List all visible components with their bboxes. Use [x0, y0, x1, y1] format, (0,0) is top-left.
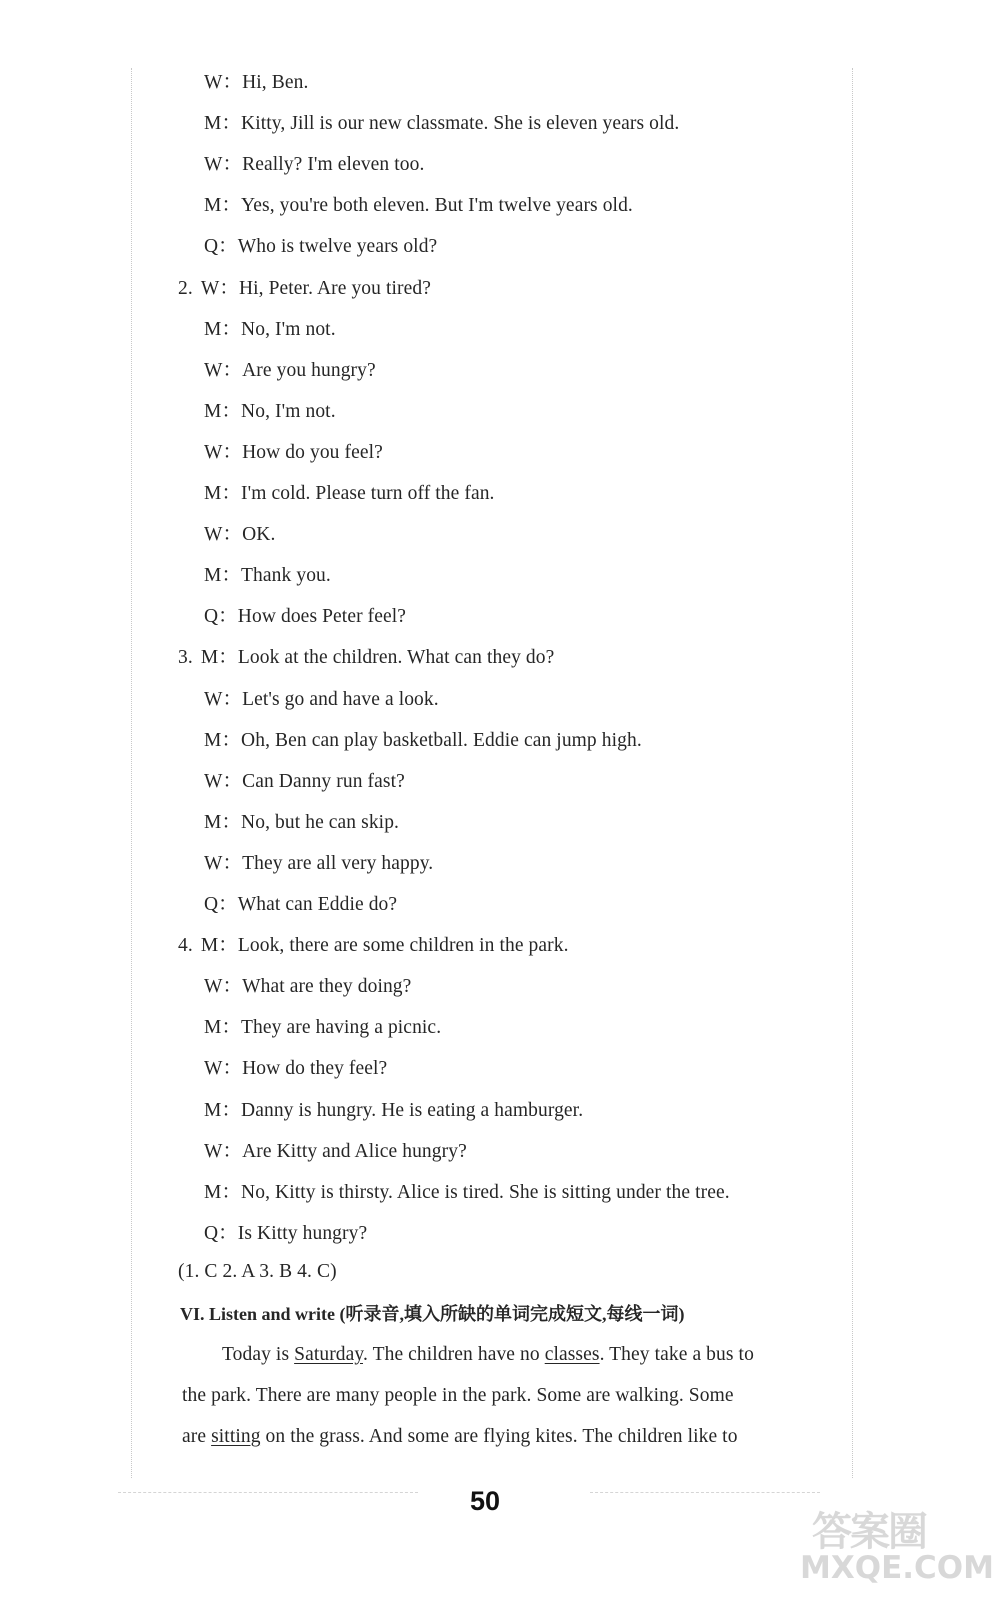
- utterance-text: What are they doing?: [242, 976, 412, 997]
- utterance-text: No, I'm not.: [241, 401, 336, 422]
- dialogue-line: [178, 277, 431, 301]
- speaker-label: M：: [200, 935, 238, 956]
- speaker-label: M：: [204, 565, 242, 586]
- section-heading: VI. Listen and write (听录音,填入所缺的单词完成短文,每线一词): [180, 1304, 685, 1324]
- dialogue-line: [204, 770, 405, 794]
- passage-line-3: are sitting on the grass. And some are flying kites. The children like to: [182, 1426, 738, 1447]
- speaker-label: W：: [204, 524, 243, 545]
- utterance-text: Kitty, Jill is our new classmate. She is eleven years old.: [241, 113, 680, 134]
- page-number: 50: [470, 1486, 501, 1516]
- speaker-label: W：: [204, 360, 243, 381]
- utterance-text: Let's go and have a look.: [242, 689, 439, 710]
- dialogue-line: [204, 1140, 467, 1164]
- passage-line-2: the park. There are many people in the park. Some are walking. Some: [182, 1385, 734, 1406]
- speaker-label: Q：: [204, 894, 238, 915]
- speaker-label: W：: [204, 1141, 243, 1162]
- dialogue-line: [204, 153, 424, 177]
- passage-line-1: Today is Saturday. The children have no classes. They take a bus to: [222, 1344, 754, 1365]
- dialogue-line: [204, 359, 376, 383]
- dialogue-line: [204, 194, 633, 218]
- utterance-text: Look, there are some children in the park.: [237, 935, 569, 956]
- utterance-text: How do you feel?: [242, 442, 383, 463]
- speaker-label: M：: [204, 195, 242, 216]
- speaker-label: W：: [204, 154, 243, 175]
- utterance-text: I'm cold. Please turn off the fan.: [241, 483, 495, 504]
- utterance-text: Can Danny run fast?: [242, 771, 405, 792]
- dialogue-line: [204, 1057, 387, 1081]
- utterance-text: Thank you.: [241, 565, 331, 586]
- dialogue-line: [204, 564, 331, 588]
- question-number: 2.: [178, 278, 193, 299]
- speaker-label: W：: [204, 1058, 243, 1079]
- utterance-text: Hi, Peter. Are you tired?: [238, 278, 431, 299]
- speaker-label: W：: [200, 278, 239, 299]
- dialogue-line: [204, 318, 336, 342]
- dialogue-line: [204, 1181, 730, 1205]
- answer-blank-sitting: sitting: [211, 1426, 261, 1447]
- dialogue-line: [204, 1099, 583, 1123]
- utterance-text: No, I'm not.: [241, 319, 336, 340]
- speaker-label: M：: [204, 1017, 242, 1038]
- utterance-text: How do they feel?: [242, 1058, 388, 1079]
- speaker-label: M：: [204, 113, 242, 134]
- utterance-text: Look at the children. What can they do?: [237, 647, 555, 668]
- speaker-label: W：: [204, 442, 243, 463]
- speaker-label: Q：: [204, 236, 238, 257]
- speaker-label: W：: [204, 976, 243, 997]
- watermark-logo: 答案圈 MXQE.COM: [800, 1509, 995, 1586]
- dialogue-line: [204, 975, 411, 999]
- utterance-text: Danny is hungry. He is eating a hamburger.: [241, 1100, 584, 1121]
- utterance-text: They are all very happy.: [242, 853, 434, 874]
- dialogue-line: [204, 235, 437, 259]
- speaker-label: M：: [204, 812, 242, 833]
- utterance-text: Yes, you're both eleven. But I'm twelve years old.: [241, 195, 633, 216]
- speaker-label: Q：: [204, 606, 238, 627]
- dialogue-line: [204, 523, 275, 547]
- dialogue-line: [204, 605, 406, 629]
- right-margin-rule: [852, 68, 853, 1478]
- speaker-label: M：: [200, 647, 238, 668]
- dialogue-line: [204, 893, 397, 917]
- answer-blank-classes: classes: [544, 1344, 600, 1365]
- left-margin-rule: [131, 68, 132, 1478]
- answer-blank-saturday: Saturday: [294, 1344, 363, 1365]
- dialogue-line: [204, 112, 679, 136]
- dialogue-line: [204, 688, 439, 712]
- question-number: 4.: [178, 935, 193, 956]
- utterance-text: No, Kitty is thirsty. Alice is tired. She is sitting under the tree.: [241, 1182, 730, 1203]
- utterance-text: OK.: [242, 524, 276, 545]
- speaker-label: M：: [204, 1182, 242, 1203]
- dialogue-line: [178, 646, 554, 670]
- utterance-text: Is Kitty hungry?: [237, 1223, 368, 1244]
- utterance-text: They are having a picnic.: [241, 1017, 442, 1038]
- dialogue-line: [204, 400, 336, 424]
- utterance-text: Really? I'm eleven too.: [242, 154, 425, 175]
- dialogue-line: [204, 852, 433, 876]
- speaker-label: M：: [204, 730, 242, 751]
- speaker-label: M：: [204, 401, 242, 422]
- dialogue-line: [204, 811, 399, 835]
- dialogue-line: [204, 71, 308, 95]
- speaker-label: M：: [204, 319, 242, 340]
- utterance-text: Oh, Ben can play basketball. Eddie can jump high.: [241, 730, 642, 751]
- footer-rule-right: [590, 1492, 820, 1493]
- speaker-label: W：: [204, 72, 243, 93]
- speaker-label: Q：: [204, 1223, 238, 1244]
- speaker-label: W：: [204, 689, 243, 710]
- utterance-text: No, but he can skip.: [241, 812, 400, 833]
- utterance-text: How does Peter feel?: [237, 606, 407, 627]
- dialogue-line: [178, 934, 569, 958]
- speaker-label: M：: [204, 483, 242, 504]
- dialogue-line: [204, 1016, 441, 1040]
- utterance-text: Are Kitty and Alice hungry?: [242, 1141, 467, 1162]
- answer-key: (1. C 2. A 3. B 4. C): [178, 1261, 337, 1282]
- speaker-label: W：: [204, 771, 243, 792]
- utterance-text: Hi, Ben.: [242, 72, 309, 93]
- utterance-text: Who is twelve years old?: [237, 236, 438, 257]
- speaker-label: M：: [204, 1100, 242, 1121]
- footer-rule-left: [118, 1492, 418, 1493]
- utterance-text: Are you hungry?: [242, 360, 376, 381]
- dialogue-line: [204, 482, 495, 506]
- dialogue-line: [204, 729, 642, 753]
- utterance-text: What can Eddie do?: [237, 894, 398, 915]
- dialogue-line: [204, 1222, 367, 1246]
- speaker-label: W：: [204, 853, 243, 874]
- question-number: 3.: [178, 647, 193, 668]
- dialogue-line: [204, 441, 383, 465]
